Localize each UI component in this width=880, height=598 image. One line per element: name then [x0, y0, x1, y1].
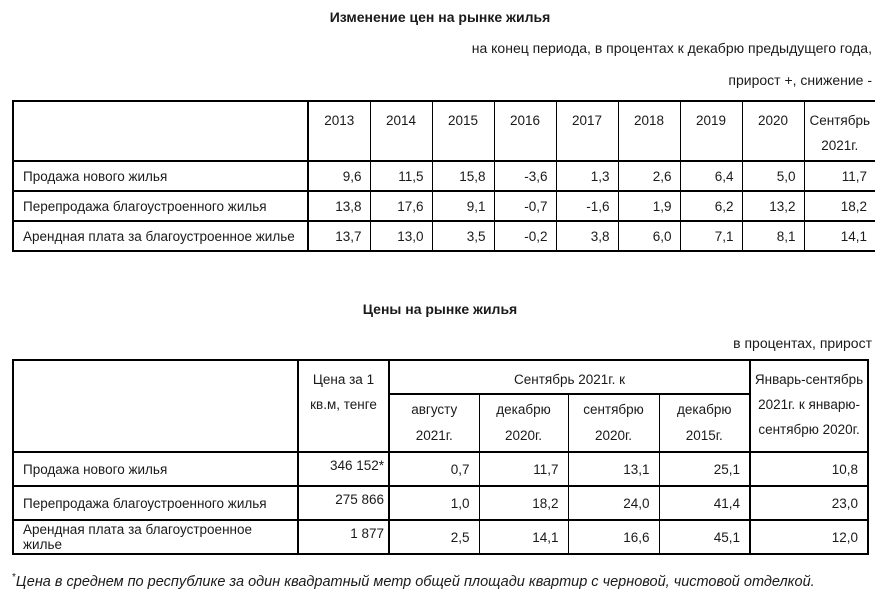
- data-cell: 23,0: [750, 486, 868, 520]
- data-cell: 11,5: [370, 161, 432, 191]
- footnote-marker: *: [12, 572, 16, 583]
- data-cell: 9,6: [308, 161, 370, 191]
- data-cell: 1,9: [618, 191, 680, 221]
- data-cell: 3,5: [432, 221, 494, 251]
- data-cell: 12,0: [750, 520, 868, 554]
- data-cell: 2,6: [618, 161, 680, 191]
- data-cell: 1,0: [389, 486, 479, 520]
- table-row: [13, 161, 875, 191]
- price-change-table: [12, 100, 875, 252]
- corner-header-empty: [13, 101, 308, 161]
- data-cell: 13,7: [308, 221, 370, 251]
- table-row: [13, 191, 875, 221]
- row-label: Арендная плата за благоустроенное жилье: [13, 221, 308, 251]
- table1-title: Изменение цен на рынке жилья: [329, 9, 551, 25]
- price-level-table: [12, 359, 869, 555]
- price-cell: 1 877: [298, 520, 389, 554]
- year-header: 2013: [308, 101, 370, 161]
- group-header-september-2021: Сентябрь 2021г. к: [389, 360, 750, 394]
- subheader-august-2021: августу 2021г.: [389, 394, 479, 452]
- year-header: 2015: [432, 101, 494, 161]
- corner-header-empty: [13, 360, 298, 452]
- data-cell: 11,7: [479, 452, 568, 486]
- data-cell: 8,1: [742, 221, 804, 251]
- data-cell: 24,0: [568, 486, 659, 520]
- data-cell: -1,6: [556, 191, 618, 221]
- jan-sep-header: Январь-сентябрь 2021г. к январю- сентябрю 2020г.: [750, 360, 868, 452]
- data-cell: 13,1: [568, 452, 659, 486]
- data-cell: 10,8: [750, 452, 868, 486]
- footnote-text: Цена в среднем по республике за один квадратный метр общей площади квартир с черновой, чистовой отделкой.: [15, 573, 815, 590]
- data-cell: 6,2: [680, 191, 742, 221]
- year-header: 2014: [370, 101, 432, 161]
- price-cell: 275 866: [298, 486, 389, 520]
- footnote: [12, 569, 880, 591]
- data-cell: 13,0: [370, 221, 432, 251]
- table2-title: Цены на рынке жилья: [362, 301, 518, 317]
- year-header: 2016: [494, 101, 556, 161]
- year-header: 2017: [556, 101, 618, 161]
- table1-subtitle-units: на конец периода, в процентах к декабрю предыдущего года,: [471, 40, 872, 56]
- data-cell: 16,6: [568, 520, 659, 554]
- data-cell: 7,1: [680, 221, 742, 251]
- data-cell: 6,0: [618, 221, 680, 251]
- data-cell: 0,7: [389, 452, 479, 486]
- subheader-december-2015: декабрю 2015г.: [659, 394, 750, 452]
- data-cell: 2,5: [389, 520, 479, 554]
- row-label: Арендная плата за благоустроенное жилье: [13, 520, 298, 554]
- data-cell: 45,1: [659, 520, 750, 554]
- table-row: [13, 221, 875, 251]
- data-cell: 9,1: [432, 191, 494, 221]
- subheader-september-2020: сентябрю 2020г.: [568, 394, 659, 452]
- data-cell: 13,8: [308, 191, 370, 221]
- table2-subtitle-units: в процентах, прирост: [733, 335, 872, 351]
- data-cell: 18,2: [804, 191, 875, 221]
- subheader-december-2020: декабрю 2020г.: [479, 394, 568, 452]
- data-cell: 18,2: [479, 486, 568, 520]
- data-cell: -3,6: [494, 161, 556, 191]
- data-cell: 13,2: [742, 191, 804, 221]
- row-label: Перепродажа благоустроенного жилья: [13, 486, 298, 520]
- table1-subtitle-sign: прирост +, снижение -: [728, 72, 872, 88]
- price-per-sqm-header: Цена за 1 кв.м, тенге: [298, 360, 389, 452]
- data-cell: 25,1: [659, 452, 750, 486]
- data-cell: 14,1: [479, 520, 568, 554]
- data-cell: 15,8: [432, 161, 494, 191]
- row-label: Продажа нового жилья: [13, 161, 308, 191]
- table-row: [13, 452, 868, 486]
- data-cell: -0,7: [494, 191, 556, 221]
- price-cell: 346 152*: [298, 452, 389, 486]
- data-cell: 41,4: [659, 486, 750, 520]
- data-cell: 6,4: [680, 161, 742, 191]
- year-header: 2018: [618, 101, 680, 161]
- year-header: 2019: [680, 101, 742, 161]
- table-row: [13, 486, 868, 520]
- data-cell: 3,8: [556, 221, 618, 251]
- data-cell: 17,6: [370, 191, 432, 221]
- data-cell: 14,1: [804, 221, 875, 251]
- table-row: [13, 520, 868, 554]
- year-header-september-2021: Сентябрь 2021г.: [804, 101, 875, 161]
- data-cell: 5,0: [742, 161, 804, 191]
- row-label: Перепродажа благоустроенного жилья: [13, 191, 308, 221]
- data-cell: 1,3: [556, 161, 618, 191]
- data-cell: -0,2: [494, 221, 556, 251]
- data-cell: 11,7: [804, 161, 875, 191]
- year-header: 2020: [742, 101, 804, 161]
- row-label: Продажа нового жилья: [13, 452, 298, 486]
